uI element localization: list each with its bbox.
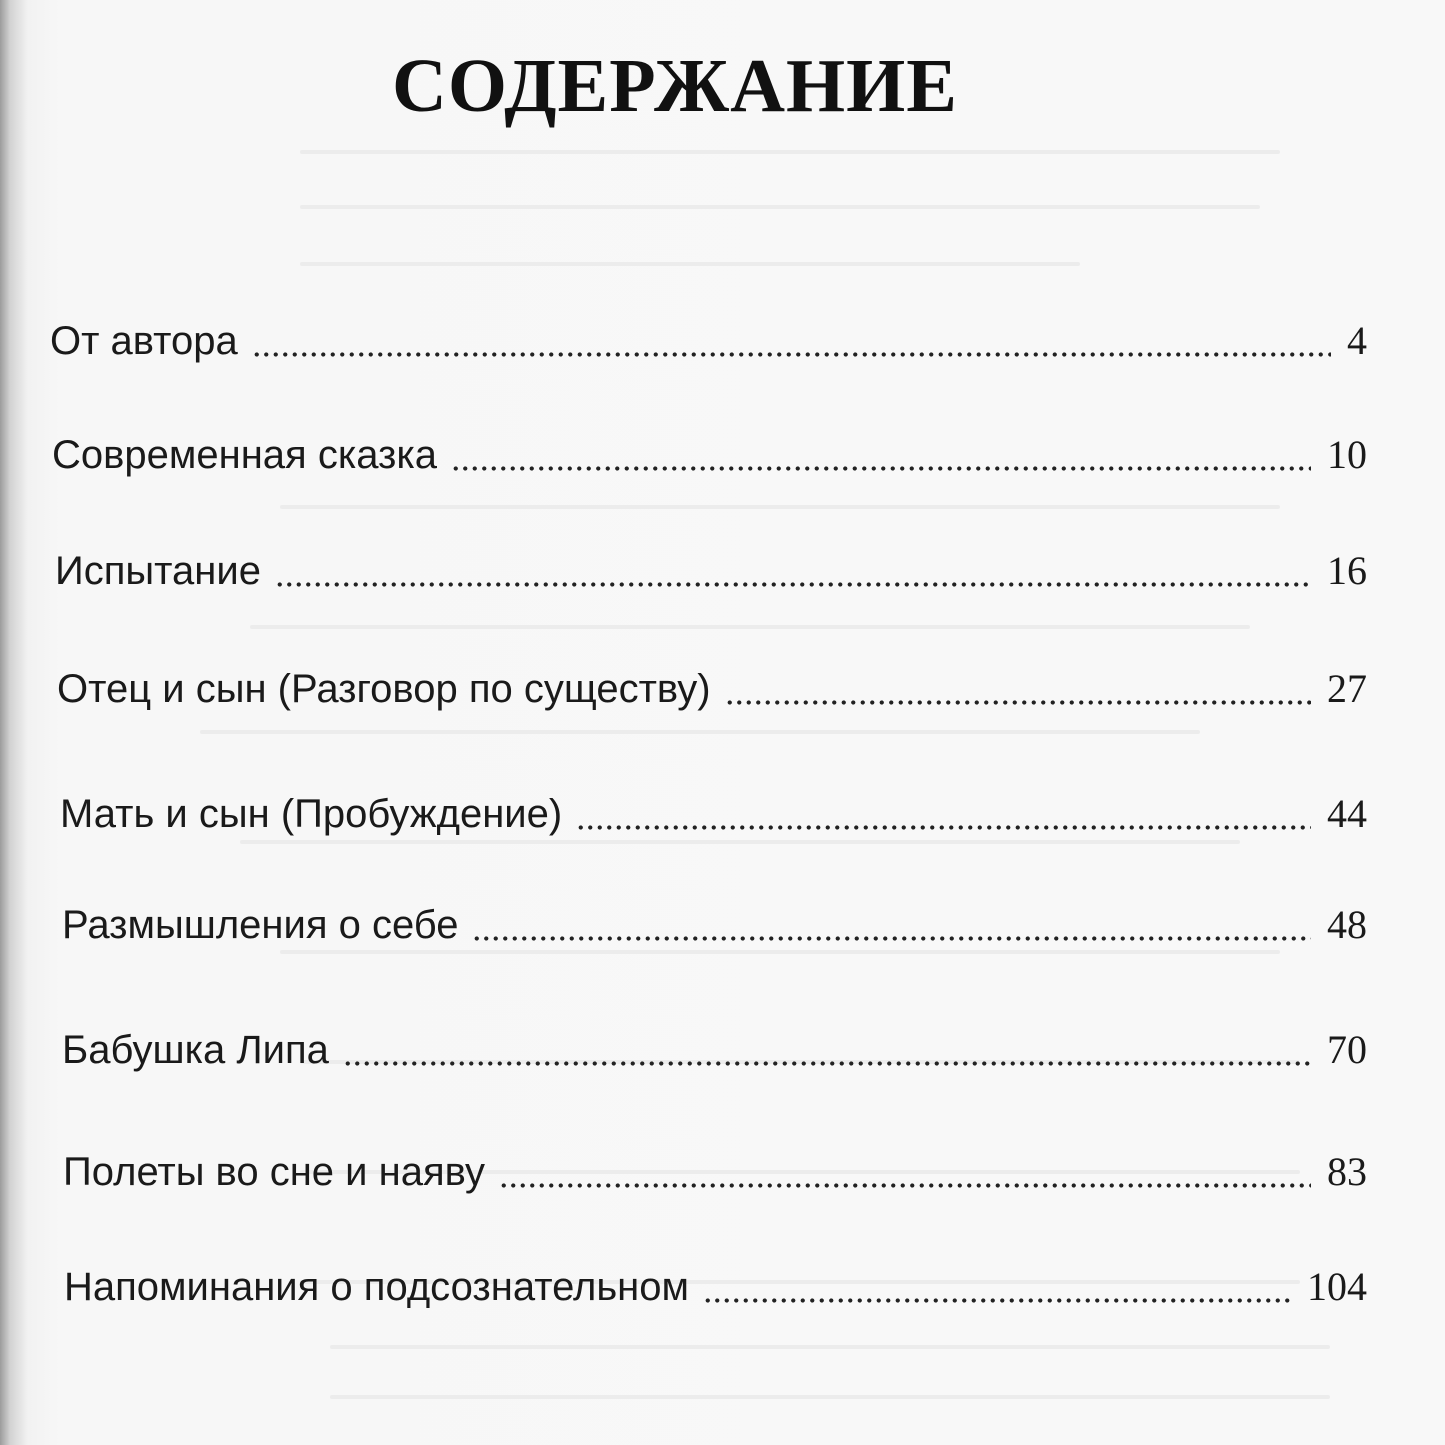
toc-entry-title: Бабушка Липа <box>62 1028 329 1072</box>
toc-entry-title: Современная сказка <box>52 433 437 477</box>
toc-entry-page: 70 <box>1327 1027 1367 1072</box>
toc-entry-title: Напоминания о подсознательном <box>64 1265 689 1309</box>
dot-leader <box>472 935 1311 942</box>
toc-entry-page: 10 <box>1327 432 1367 477</box>
toc-entry <box>55 548 1367 593</box>
dot-leader <box>252 351 1331 358</box>
toc-entry <box>50 318 1367 363</box>
toc-entry-title: Мать и сын (Пробуждение) <box>60 792 563 836</box>
toc-entry <box>52 432 1367 477</box>
toc-entry <box>60 791 1367 836</box>
toc-entry-page: 48 <box>1327 902 1367 947</box>
toc-entry-title: Испытание <box>55 549 261 593</box>
toc-entry-title: Размышления о себе <box>62 903 459 947</box>
dot-leader <box>451 465 1311 472</box>
dot-leader <box>343 1060 1311 1067</box>
dot-leader <box>499 1182 1311 1189</box>
toc-entry <box>57 666 1367 711</box>
dot-leader <box>703 1297 1291 1304</box>
dot-leader <box>576 824 1311 831</box>
toc-entry-page: 4 <box>1347 318 1367 363</box>
dot-leader <box>725 699 1311 706</box>
toc-entry-title: От автора <box>50 319 238 363</box>
dot-leader <box>275 581 1311 588</box>
toc-entry-page: 104 <box>1307 1264 1367 1309</box>
toc-entry-page: 44 <box>1327 791 1367 836</box>
toc-entry-title: Отец и сын (Разговор по существу) <box>57 667 711 711</box>
toc-entry <box>64 1264 1367 1309</box>
toc-entry <box>62 1027 1367 1072</box>
toc-entry <box>62 902 1367 947</box>
toc-entry-title: Полеты во сне и наяву <box>63 1150 485 1194</box>
toc-entry-page: 27 <box>1327 666 1367 711</box>
toc-entry-page: 83 <box>1327 1149 1367 1194</box>
page-title: СОДЕРЖАНИЕ <box>392 44 958 128</box>
toc-entry <box>63 1149 1367 1194</box>
toc-entry-page: 16 <box>1327 548 1367 593</box>
